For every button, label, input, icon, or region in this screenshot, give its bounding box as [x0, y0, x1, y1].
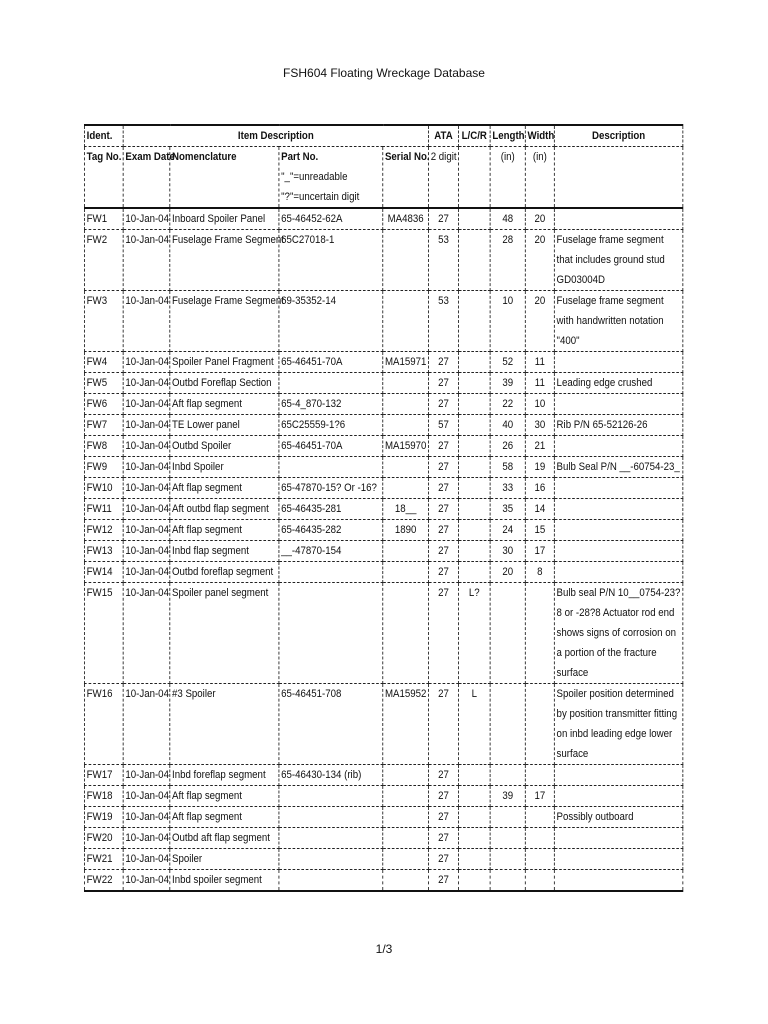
lcr-cell [458, 765, 490, 786]
description-cell: Spoiler position determined by position transmitter fitting on inbd leading edge lower surface [554, 684, 682, 765]
description-cell [554, 562, 682, 583]
serial-no-cell: 18__ [383, 499, 429, 520]
serial-no-cell: MA15952 [383, 684, 429, 765]
serial-no-cell [383, 373, 429, 394]
table-row [84, 415, 682, 436]
serial-no-cell: MA4836 [383, 208, 429, 230]
part-no-cell: 69-35352-14 [279, 291, 383, 352]
description-cell [554, 870, 682, 892]
exam-date-cell: 10-Jan-04 [123, 765, 170, 786]
ata-cell: 27 [429, 684, 459, 765]
serial-no-cell [383, 849, 429, 870]
tag-cell: FW21 [84, 849, 123, 870]
serial-no-cell [383, 765, 429, 786]
ata-cell: 57 [429, 415, 459, 436]
table-row [84, 373, 682, 394]
tag-cell: FW22 [84, 870, 123, 892]
part-no-cell: 65-46435-282 [279, 520, 383, 541]
nomenclature-cell: Inbd Spoiler [170, 457, 279, 478]
part-no-cell: 65-47870-15? Or -16? [279, 478, 383, 499]
nomenclature-cell: Aft flap segment [170, 807, 279, 828]
length-cell: 33 [490, 478, 525, 499]
lcr-cell [458, 499, 490, 520]
lcr-cell [458, 520, 490, 541]
part-no-cell: 65-46451-708 [279, 684, 383, 765]
nomenclature-cell: #3 Spoiler [170, 684, 279, 765]
tag-cell: FW6 [84, 394, 123, 415]
header-part-note-uncertain: "?"=uncertain digit [281, 191, 360, 203]
table-row [84, 786, 682, 807]
serial-no-cell: MA15970 [383, 436, 429, 457]
part-no-cell: 65-4_870-132 [279, 394, 383, 415]
nomenclature-cell: Outbd Spoiler [170, 436, 279, 457]
length-cell: 28 [490, 230, 525, 291]
wreckage-table [84, 124, 683, 892]
nomenclature-cell: Spoiler Panel Fragment [170, 352, 279, 373]
table-row [84, 352, 682, 373]
part-no-cell: 65C27018-1 [279, 230, 383, 291]
header-description-sub [554, 147, 682, 209]
ata-cell: 27 [429, 457, 459, 478]
exam-date-cell: 10-Jan-04 [123, 436, 170, 457]
exam-date-cell: 10-Jan-04 [123, 291, 170, 352]
nomenclature-cell: Outbd aft flap segment [170, 828, 279, 849]
part-no-cell: __-47870-154 [279, 541, 383, 562]
serial-no-cell [383, 291, 429, 352]
document-title: FSH604 Floating Wreckage Database [283, 66, 485, 80]
length-cell: 39 [490, 373, 525, 394]
ata-cell: 27 [429, 352, 459, 373]
ata-cell: 27 [429, 870, 459, 892]
header-length-unit: (in) [490, 147, 525, 209]
length-cell: 40 [490, 415, 525, 436]
length-cell: 26 [490, 436, 525, 457]
header-description: Description [554, 125, 682, 147]
tag-cell: FW15 [84, 583, 123, 684]
tag-cell: FW7 [84, 415, 123, 436]
tag-cell: FW12 [84, 520, 123, 541]
ata-cell: 27 [429, 786, 459, 807]
description-cell [554, 541, 682, 562]
serial-no-cell [383, 457, 429, 478]
table-row [84, 208, 682, 230]
description-cell: Fuselage frame segment that includes ground stud GD03004D [554, 230, 682, 291]
exam-date-cell: 10-Jan-04 [123, 849, 170, 870]
header-lcr: L/C/R [458, 125, 490, 147]
exam-date-cell: 10-Jan-04 [123, 786, 170, 807]
serial-no-cell [383, 394, 429, 415]
length-cell: 39 [490, 786, 525, 807]
tag-cell: FW9 [84, 457, 123, 478]
nomenclature-cell: Fuselage Frame Segment [170, 291, 279, 352]
description-cell: Bulb seal P/N 10__0754-23?8 or -28?8 Actuator rod end shows signs of corrosion on a portion of the fracture surface [554, 583, 682, 684]
table-row [84, 807, 682, 828]
header-part-note-unreadable: "_"=unreadable [281, 171, 348, 183]
ata-cell: 27 [429, 562, 459, 583]
description-cell [554, 394, 682, 415]
exam-date-cell: 10-Jan-04 [123, 870, 170, 892]
part-no-cell: 65-46451-70A [279, 352, 383, 373]
length-cell: 48 [490, 208, 525, 230]
ata-cell: 27 [429, 478, 459, 499]
exam-date-cell: 10-Jan-04 [123, 230, 170, 291]
serial-no-cell: MA15971 [383, 352, 429, 373]
description-cell [554, 352, 682, 373]
width-cell [525, 583, 554, 684]
header-part-no [279, 147, 383, 209]
length-cell: 24 [490, 520, 525, 541]
width-cell: 21 [525, 436, 554, 457]
header-serial-no: Serial No. [383, 147, 429, 209]
description-cell [554, 849, 682, 870]
nomenclature-cell: TE Lower panel [170, 415, 279, 436]
description-cell [554, 478, 682, 499]
header-tag-no: Tag No. [84, 147, 123, 209]
tag-cell: FW8 [84, 436, 123, 457]
width-cell [525, 870, 554, 892]
part-no-cell [279, 373, 383, 394]
part-no-cell [279, 807, 383, 828]
table-row [84, 230, 682, 291]
nomenclature-cell: Aft flap segment [170, 786, 279, 807]
nomenclature-cell: Aft outbd flap segment [170, 499, 279, 520]
tag-cell: FW2 [84, 230, 123, 291]
table-body [84, 208, 682, 891]
ata-cell: 27 [429, 828, 459, 849]
nomenclature-cell: Aft flap segment [170, 478, 279, 499]
header-ata-sub: 2 digit [429, 147, 459, 209]
table-header [84, 125, 682, 208]
table-row [84, 583, 682, 684]
exam-date-cell: 10-Jan-04 [123, 684, 170, 765]
nomenclature-cell: Inbd flap segment [170, 541, 279, 562]
width-cell: 30 [525, 415, 554, 436]
header-part-no-label: Part No. [281, 151, 319, 163]
lcr-cell [458, 786, 490, 807]
page-indicator: 1/3 [375, 942, 393, 956]
length-cell [490, 684, 525, 765]
description-cell [554, 786, 682, 807]
width-cell: 17 [525, 541, 554, 562]
serial-no-cell [383, 415, 429, 436]
exam-date-cell: 10-Jan-04 [123, 208, 170, 230]
description-cell: Rib P/N 65-52126-26 [554, 415, 682, 436]
header-item-description: Item Description [123, 125, 428, 147]
part-no-cell [279, 583, 383, 684]
length-cell: 10 [490, 291, 525, 352]
nomenclature-cell: Aft flap segment [170, 520, 279, 541]
table-row [84, 541, 682, 562]
lcr-cell [458, 870, 490, 892]
length-cell [490, 870, 525, 892]
width-cell: 10 [525, 394, 554, 415]
description-cell [554, 828, 682, 849]
part-no-cell [279, 562, 383, 583]
ata-cell: 27 [429, 765, 459, 786]
exam-date-cell: 10-Jan-04 [123, 828, 170, 849]
tag-cell: FW20 [84, 828, 123, 849]
lcr-cell: L? [458, 583, 490, 684]
table-row [84, 436, 682, 457]
ata-cell: 27 [429, 849, 459, 870]
serial-no-cell [383, 583, 429, 684]
table-row [84, 291, 682, 352]
nomenclature-cell: Inbd foreflap segment [170, 765, 279, 786]
length-cell [490, 849, 525, 870]
width-cell: 20 [525, 230, 554, 291]
ata-cell: 27 [429, 583, 459, 684]
tag-cell: FW5 [84, 373, 123, 394]
table-row [84, 457, 682, 478]
ata-cell: 53 [429, 230, 459, 291]
serial-no-cell: 1890 [383, 520, 429, 541]
part-no-cell [279, 849, 383, 870]
ata-cell: 27 [429, 436, 459, 457]
description-cell [554, 520, 682, 541]
table-row [84, 499, 682, 520]
width-cell: 16 [525, 478, 554, 499]
exam-date-cell: 10-Jan-04 [123, 541, 170, 562]
part-no-cell [279, 786, 383, 807]
nomenclature-cell: Spoiler [170, 849, 279, 870]
header-width: Width [525, 125, 554, 147]
lcr-cell [458, 415, 490, 436]
tag-cell: FW18 [84, 786, 123, 807]
table-row [84, 828, 682, 849]
lcr-cell [458, 807, 490, 828]
serial-no-cell [383, 478, 429, 499]
part-no-cell [279, 828, 383, 849]
table-row [84, 478, 682, 499]
ata-cell: 27 [429, 520, 459, 541]
header-length: Length [490, 125, 525, 147]
part-no-cell: 65-46451-70A [279, 436, 383, 457]
nomenclature-cell: Inbd spoiler segment [170, 870, 279, 892]
nomenclature-cell: Inboard Spoiler Panel [170, 208, 279, 230]
width-cell [525, 849, 554, 870]
length-cell [490, 807, 525, 828]
tag-cell: FW19 [84, 807, 123, 828]
description-cell [554, 499, 682, 520]
ata-cell: 27 [429, 807, 459, 828]
header-ata: ATA [429, 125, 459, 147]
exam-date-cell: 10-Jan-04 [123, 352, 170, 373]
tag-cell: FW11 [84, 499, 123, 520]
exam-date-cell: 10-Jan-04 [123, 499, 170, 520]
header-nomenclature: Nomenclature [170, 147, 279, 209]
width-cell [525, 828, 554, 849]
length-cell: 22 [490, 394, 525, 415]
width-cell [525, 684, 554, 765]
lcr-cell [458, 394, 490, 415]
serial-no-cell [383, 230, 429, 291]
ata-cell: 27 [429, 373, 459, 394]
length-cell: 30 [490, 541, 525, 562]
ata-cell: 27 [429, 541, 459, 562]
ata-cell: 53 [429, 291, 459, 352]
exam-date-cell: 10-Jan-04 [123, 373, 170, 394]
length-cell: 35 [490, 499, 525, 520]
width-cell: 14 [525, 499, 554, 520]
description-cell [554, 436, 682, 457]
lcr-cell [458, 478, 490, 499]
description-cell: Fuselage frame segment with handwritten notation "400" [554, 291, 682, 352]
width-cell: 19 [525, 457, 554, 478]
table-row [84, 394, 682, 415]
tag-cell: FW4 [84, 352, 123, 373]
lcr-cell [458, 352, 490, 373]
table-row [84, 562, 682, 583]
exam-date-cell: 10-Jan-04 [123, 478, 170, 499]
serial-no-cell [383, 541, 429, 562]
table-row [84, 520, 682, 541]
lcr-cell [458, 230, 490, 291]
part-no-cell: 65-46430-134 (rib) [279, 765, 383, 786]
length-cell: 20 [490, 562, 525, 583]
description-cell: Possibly outboard [554, 807, 682, 828]
ata-cell: 27 [429, 208, 459, 230]
lcr-cell [458, 828, 490, 849]
width-cell: 11 [525, 352, 554, 373]
header-width-unit: (in) [525, 147, 554, 209]
description-cell [554, 208, 682, 230]
nomenclature-cell: Aft flap segment [170, 394, 279, 415]
exam-date-cell: 10-Jan-04 [123, 394, 170, 415]
header-exam-date: Exam Date [123, 147, 170, 209]
length-cell [490, 828, 525, 849]
tag-cell: FW13 [84, 541, 123, 562]
width-cell [525, 807, 554, 828]
serial-no-cell [383, 828, 429, 849]
exam-date-cell: 10-Jan-04 [123, 583, 170, 684]
nomenclature-cell: Outbd Foreflap Section [170, 373, 279, 394]
header-lcr-sub [458, 147, 490, 209]
lcr-cell [458, 373, 490, 394]
length-cell: 58 [490, 457, 525, 478]
ata-cell: 27 [429, 499, 459, 520]
width-cell: 17 [525, 786, 554, 807]
length-cell: 52 [490, 352, 525, 373]
part-no-cell: 65-46452-62A [279, 208, 383, 230]
part-no-cell: 65-46435-281 [279, 499, 383, 520]
width-cell: 20 [525, 291, 554, 352]
serial-no-cell [383, 807, 429, 828]
width-cell: 15 [525, 520, 554, 541]
part-no-cell [279, 870, 383, 892]
serial-no-cell [383, 870, 429, 892]
lcr-cell [458, 208, 490, 230]
tag-cell: FW14 [84, 562, 123, 583]
table-row [84, 870, 682, 892]
nomenclature-cell: Spoiler panel segment [170, 583, 279, 684]
lcr-cell [458, 436, 490, 457]
table-row [84, 684, 682, 765]
exam-date-cell: 10-Jan-04 [123, 457, 170, 478]
exam-date-cell: 10-Jan-04 [123, 415, 170, 436]
width-cell [525, 765, 554, 786]
lcr-cell [458, 457, 490, 478]
exam-date-cell: 10-Jan-04 [123, 520, 170, 541]
lcr-cell [458, 562, 490, 583]
tag-cell: FW10 [84, 478, 123, 499]
nomenclature-cell: Fuselage Frame Segment [170, 230, 279, 291]
exam-date-cell: 10-Jan-04 [123, 807, 170, 828]
width-cell: 20 [525, 208, 554, 230]
length-cell [490, 583, 525, 684]
part-no-cell: 65C25559-1?6 [279, 415, 383, 436]
lcr-cell [458, 541, 490, 562]
tag-cell: FW16 [84, 684, 123, 765]
description-cell [554, 765, 682, 786]
exam-date-cell: 10-Jan-04 [123, 562, 170, 583]
header-ident: Ident. [84, 125, 123, 147]
part-no-cell [279, 457, 383, 478]
serial-no-cell [383, 562, 429, 583]
description-cell: Leading edge crushed [554, 373, 682, 394]
description-cell: Bulb Seal P/N __-60754-23_ [554, 457, 682, 478]
lcr-cell [458, 291, 490, 352]
lcr-cell: L [458, 684, 490, 765]
table-row [84, 765, 682, 786]
tag-cell: FW17 [84, 765, 123, 786]
lcr-cell [458, 849, 490, 870]
length-cell [490, 765, 525, 786]
tag-cell: FW1 [84, 208, 123, 230]
width-cell: 11 [525, 373, 554, 394]
width-cell: 8 [525, 562, 554, 583]
serial-no-cell [383, 786, 429, 807]
nomenclature-cell: Outbd foreflap segment [170, 562, 279, 583]
ata-cell: 27 [429, 394, 459, 415]
tag-cell: FW3 [84, 291, 123, 352]
table-row [84, 849, 682, 870]
